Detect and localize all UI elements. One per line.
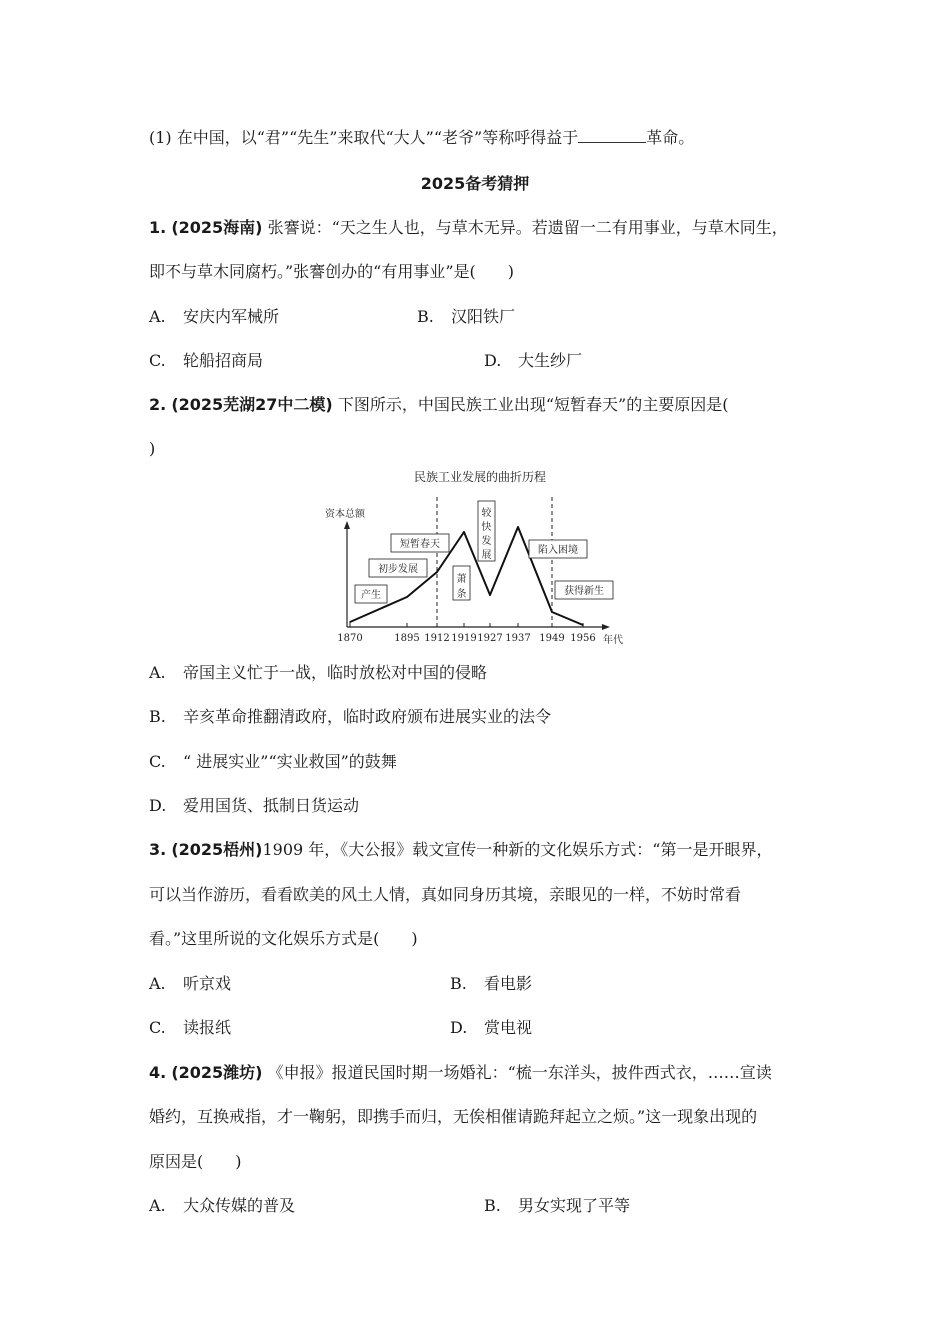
option-d[interactable]: D. 大生纱厂 [484, 351, 583, 370]
option-a[interactable]: A. 大众传媒的普及 [149, 1196, 296, 1215]
question-1-line-2: 即不与草木同腐朽。”张謇创办的“有用事业”是( ) [149, 262, 515, 281]
data-point-1870 [349, 621, 351, 623]
question-1-line-1 [149, 217, 788, 239]
question-source: (2025潍坊) [171, 1063, 263, 1082]
data-point-1927 [489, 594, 491, 596]
data-point-1949 [551, 611, 553, 613]
question-stem: 下图所示，中国民族工业出现“短暂春天”的主要原因是( [337, 395, 729, 414]
chart-title: 民族工业发展的曲折历程 [413, 470, 547, 484]
option-a[interactable]: A. 听京戏 [149, 974, 232, 993]
chart-xlabel: 年代 [603, 635, 623, 646]
annotation-char: 发 [481, 536, 492, 547]
question-source: (2025梧州) [171, 840, 263, 859]
question-3-line-1 [149, 839, 772, 861]
question-stem: 《申报》报道民国时期一场婚礼：“梳一东洋头，披件西式衣，……宣读 [267, 1063, 772, 1082]
x-tick-label-1927: 1927 [477, 633, 503, 644]
y-axis-arrow [344, 521, 350, 529]
chart-ylabel: 资本总额 [325, 509, 365, 520]
x-axis-arrow [602, 624, 610, 630]
question-2-line-2: ) [149, 439, 156, 458]
x-tick-label-1937: 1937 [505, 633, 531, 644]
annotation-char: 较 [481, 508, 492, 519]
option-b[interactable]: B. 辛亥革命推翻清政府，临时政府颁布进展实业的法令 [149, 707, 552, 726]
question-2-line-1 [149, 394, 728, 416]
annotation-char: 条 [456, 589, 467, 600]
data-point-1937 [517, 526, 519, 528]
question-stem: 张謇说：“天之生人也，与草木无异。若遗留一二有用事业，与草木同生， [267, 218, 788, 237]
question-3-line-3: 看。”这里所说的文化娱乐方式是( ) [149, 929, 418, 948]
question-4-line-3: 原因是( ) [149, 1152, 242, 1171]
annotation-label: 陷入困境 [538, 545, 578, 556]
option-c[interactable]: C. 轮船招商局 [149, 351, 264, 370]
intro-question-suffix: 革命。 [646, 128, 695, 147]
annotation-label: 获得新生 [564, 586, 604, 597]
data-point-1895 [406, 596, 408, 598]
x-tick-label-1912: 1912 [424, 633, 450, 644]
question-4-line-1 [149, 1062, 772, 1084]
annotation-char: 萧 [456, 574, 467, 585]
option-a[interactable]: A. 安庆内军械所 [149, 307, 280, 326]
option-d[interactable]: D. 赏电视 [450, 1018, 533, 1037]
x-tick-label-1956: 1956 [570, 633, 596, 644]
annotation-label: 产生 [361, 590, 381, 601]
annotation-label: 初步发展 [378, 564, 418, 575]
question-stem: 1909 年，《大公报》载文宣传一种新的文化娱乐方式：“第一是开眼界， [262, 840, 773, 859]
intro-question-prefix: (1) 在中国，以“君”“先生”来取代“大人”“老爷”等称呼得益于 [149, 128, 579, 147]
option-b[interactable]: B. 看电影 [450, 974, 533, 993]
industry-chart [325, 465, 635, 650]
option-c[interactable]: C. “ 进展实业”“实业救国”的鼓舞 [149, 752, 397, 771]
x-tick-label-1870: 1870 [337, 633, 363, 644]
x-tick-label-1919: 1919 [451, 633, 477, 644]
annotation-label: 短暂春天 [400, 539, 440, 550]
x-tick-label-1895: 1895 [394, 633, 420, 644]
data-point-1956 [582, 624, 584, 626]
option-d[interactable]: D. 爱用国货、抵制日货运动 [149, 796, 360, 815]
question-number: 1. [149, 218, 167, 237]
question-number: 4. [149, 1063, 167, 1082]
section-title: 2025备考猜押 [420, 174, 530, 193]
x-tick-label-1949: 1949 [539, 633, 565, 644]
question-source: (2025芜湖27中二模) [171, 395, 333, 414]
question-number: 3. [149, 840, 167, 859]
annotation-char: 快 [481, 522, 492, 533]
data-point-1919 [463, 531, 465, 533]
option-b[interactable]: B. 汉阳铁厂 [417, 307, 516, 326]
intro-question [149, 127, 694, 149]
question-3-line-2: 可以当作游历，看看欧美的风土人情，真如同身历其境，亲眼见的一样，不妨时常看 [149, 885, 742, 904]
option-b[interactable]: B. 男女实现了平等 [484, 1196, 631, 1215]
data-point-1912 [436, 571, 438, 573]
option-a[interactable]: A. 帝国主义忙于一战，临时放松对中国的侵略 [149, 663, 488, 682]
answer-blank [578, 127, 646, 143]
question-source: (2025海南) [171, 218, 263, 237]
question-4-line-2: 婚约，互换戒指，才一鞠躬，即携手而归，无俟相催请跪拜起立之烦。”这一现象出现的 [149, 1107, 758, 1126]
question-number: 2. [149, 395, 167, 414]
option-c[interactable]: C. 读报纸 [149, 1018, 232, 1037]
annotation-char: 展 [481, 550, 492, 561]
